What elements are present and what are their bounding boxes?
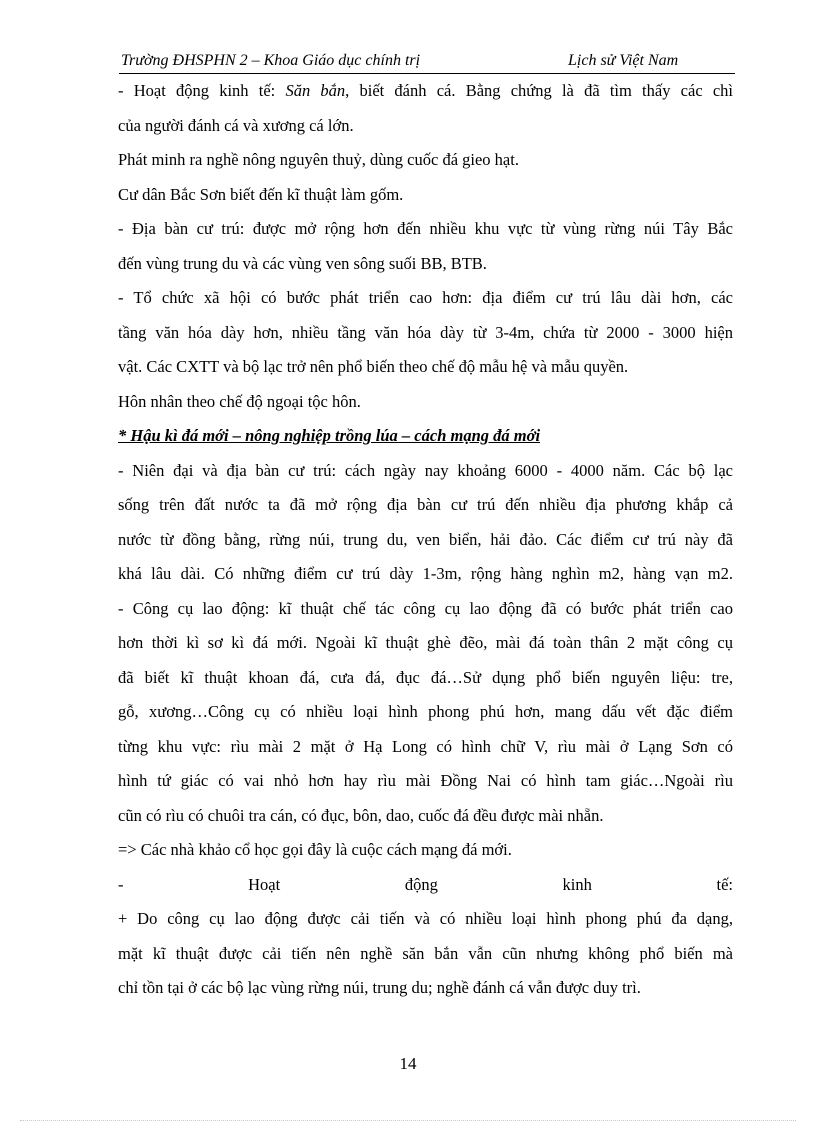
text-line: của người đánh cá và xương cá lớn.: [118, 115, 354, 135]
text-line: + Do công cụ lao động được cải tiến và có nhiều loại hình phong phú đa dạng,: [118, 909, 733, 928]
text-line: đến vùng trung du và các vùng ven sông suối BB, BTB.: [118, 253, 487, 273]
spread-word: động: [404, 874, 438, 894]
text-line: => Các nhà khảo cổ học gọi đây là cuộc cách mạng đá mới.: [118, 840, 512, 859]
text-line: vật. Các CXTT và bộ lạc trở nên phổ biến theo chế độ mẫu hệ và mẫu quyền.: [118, 357, 629, 376]
text-line: tầng văn hóa dày hơn, nhiều tầng văn hóa dày từ 3-4m, chứa từ 2000 - 3000 hiện: [118, 322, 733, 342]
text-line: - Niên đại và địa bàn cư trú: cách ngày nay khoảng 6000 - 4000 năm. Các bộ lạc: [118, 460, 733, 480]
text-line: Hôn nhân theo chế độ ngoại tộc hôn.: [118, 391, 361, 411]
page-header: [121, 50, 733, 72]
emphasis-text: Săn bắn: [285, 81, 346, 100]
text-line: hơn thời kì sơ kì đá mới. Ngoài kĩ thuật ghè đẽo, mài đá toàn thân 2 mặt công cụ: [118, 633, 733, 652]
text-line: mặt kĩ thuật được cải tiến nên nghề săn bắn vẫn cũn nhưng không phổ biến mà: [118, 943, 733, 963]
text-line: Phát minh ra nghề nông nguyên thuỷ, dùng cuốc đá gieo hạt.: [118, 150, 519, 169]
text-line: sống trên đất nước ta đã mở rộng địa bàn cư trú đến nhiều địa phương khắp cả: [118, 495, 733, 514]
spread-word: Hoạt: [248, 874, 281, 894]
page-number: 14: [399, 1054, 417, 1073]
text-line: khá lâu dài. Có những điểm cư trú dày 1-3m, rộng hàng nghìn m2, hàng vạn m2.: [118, 564, 733, 583]
document-body: [118, 74, 733, 1006]
text-line: từng khu vực: rìu mài 2 mặt ở Hạ Long có hình chữ V, rìu mài ở Lạng Sơn có: [118, 736, 733, 756]
header-institution: Trường ĐHSPHN 2 – Khoa Giáo dục chính trị: [121, 52, 421, 69]
spread-word: kinh: [562, 874, 592, 894]
text-line: hình tứ giác có vai nhỏ hơn hay rìu mài Đồng Nai có hình tam giác…Ngoài rìu: [118, 771, 733, 790]
text-line: - Địa bàn cư trú: được mở rộng hơn đến nhiều khu vực từ vùng rừng núi Tây Bắc: [118, 219, 733, 238]
text-line: - Tổ chức xã hội có bước phát triển cao hơn: địa điểm cư trú lâu dài hơn, các: [118, 288, 733, 307]
text-line: Cư dân Bắc Sơn biết đến kĩ thuật làm gốm.: [118, 184, 404, 204]
spread-text-line: [118, 868, 733, 903]
text-line: - Hoạt động kinh tế: Săn bắn, biết đánh cá. Bằng chứng là đã tìm thấy các chì: [118, 81, 734, 100]
spread-word: tế:: [716, 874, 733, 894]
text-line: chỉ tồn tại ở các bộ lạc vùng rừng núi, trung du; nghề đánh cá vẫn được duy trì.: [118, 978, 641, 997]
page-bottom-divider: [20, 1120, 796, 1121]
text-line: đã biết kĩ thuật khoan đá, cưa đá, đục đá…Sử dụng phổ biến nguyên liệu: tre,: [118, 667, 733, 687]
text-line: - Công cụ lao động: kĩ thuật chế tác công cụ lao động đã có bước phát triển cao: [118, 598, 733, 618]
header-subject: Lịch sử Việt Nam: [568, 52, 679, 69]
spread-word: -: [118, 874, 124, 894]
text-line: nước từ đồng bằng, rừng núi, trung du, ven biển, hải đảo. Các điểm cư trú này đã: [118, 529, 733, 549]
text-line: gỗ, xương…Công cụ có nhiều loại hình phong phú hơn, mang dấu vết đặc điểm: [118, 702, 733, 721]
section-heading: * Hậu kì đá mới – nông nghiệp trồng lúa – cách mạng đá mới: [118, 426, 541, 445]
text-line: cũn có rìu có chuôi tra cán, có đục, bôn, dao, cuốc đá đều được mài nhẵn.: [118, 805, 604, 825]
